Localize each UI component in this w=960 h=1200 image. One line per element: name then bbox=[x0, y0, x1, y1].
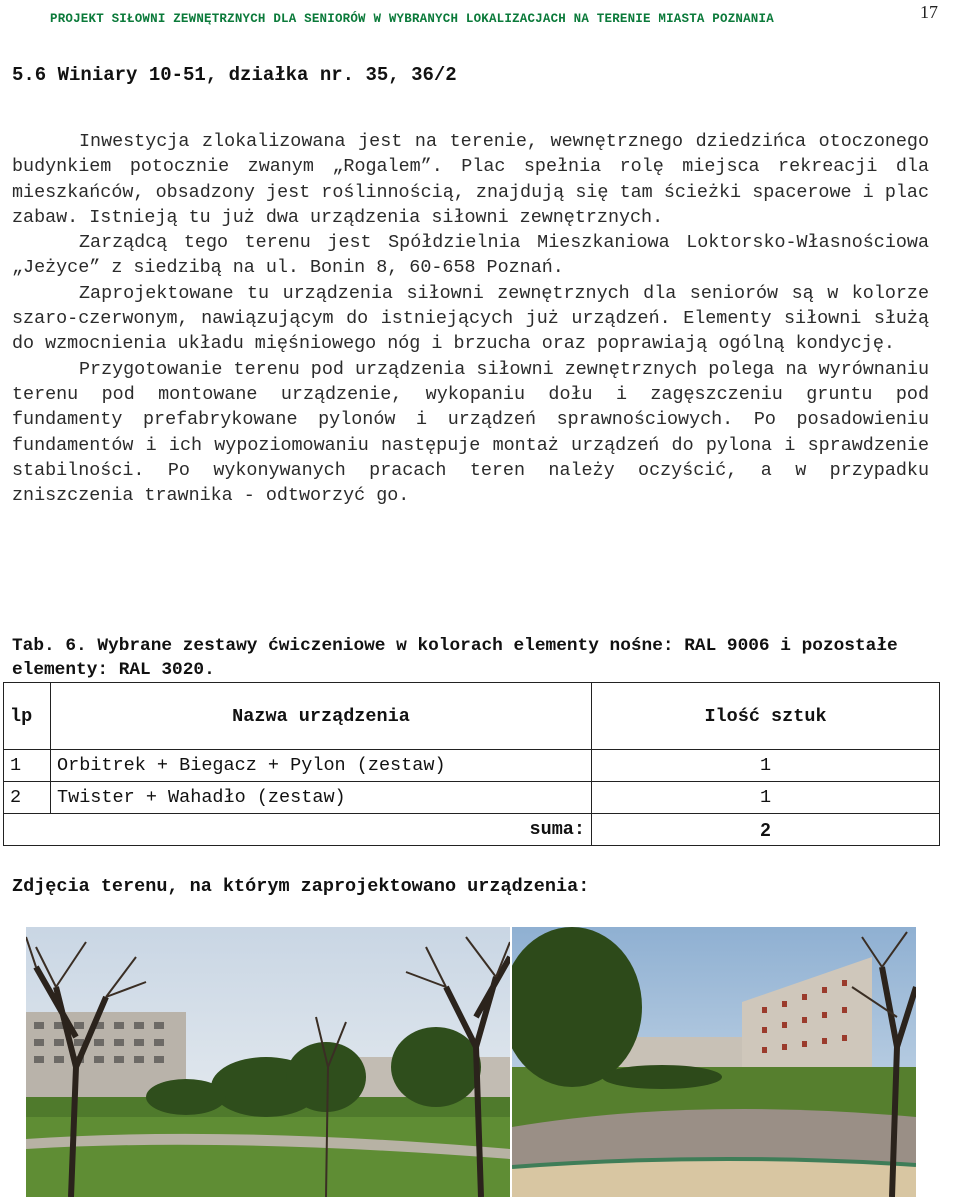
cell-name: Orbitrek + Biegacz + Pylon (zestaw) bbox=[51, 750, 592, 782]
table-header-row bbox=[4, 683, 940, 750]
table-caption: Tab. 6. Wybrane zestawy ćwiczeniowe w kolorach elementy nośne: RAL 9006 i pozostałe elementy: RAL 3020. bbox=[12, 636, 898, 680]
sum-label: suma: bbox=[4, 814, 592, 846]
cell-lp: 2 bbox=[4, 782, 51, 814]
paragraph-location: Inwestycja zlokalizowana jest na terenie, wewnętrznego dziedzińca otoczonego budynkiem potocznie zwanym „Rogalem”. Plac spełnia rolę miejsca rekreacji dla mieszkańców, obsadzony jest roślinnością, znajdują się tam ścieżki spacerowe i plac zabaw. Istnieją tu już dwa urządzenia siłowni zewnętrznych. bbox=[12, 131, 929, 228]
photos-heading: Zdjęcia terenu, na którym zaprojektowano urządzenia: bbox=[12, 876, 590, 897]
site-photo-courtyard bbox=[26, 927, 510, 1197]
body-text bbox=[12, 129, 929, 508]
page-number: 17 bbox=[920, 2, 938, 22]
cell-qty: 1 bbox=[592, 782, 940, 814]
sum-value: 2 bbox=[592, 814, 940, 846]
table-row bbox=[4, 750, 940, 782]
table-sum-row bbox=[4, 814, 940, 846]
header-lp: lp bbox=[4, 683, 51, 750]
paragraph-manager: Zarządcą tego terenu jest Spółdzielnia Mieszkaniowa Loktorsko-Własnościowa „Jeżyce” z siedzibą na ul. Bonin 8, 60-658 Poznań. bbox=[12, 232, 929, 279]
equipment-table bbox=[3, 682, 940, 846]
cell-lp: 1 bbox=[4, 750, 51, 782]
header-name: Nazwa urządzenia bbox=[51, 683, 592, 750]
paragraph-design: Zaprojektowane tu urządzenia siłowni zewnętrznych dla seniorów są w kolorze szaro-czerwonym, nawiązującym do istniejących już urządzeń. Elementy siłowni służą do wzmocnienia układu mięśniowego nóg i brzucha oraz poprawiają ogólną kondycję. bbox=[12, 282, 929, 355]
site-photo-path bbox=[512, 927, 916, 1197]
table-row bbox=[4, 782, 940, 814]
cell-qty: 1 bbox=[592, 750, 940, 782]
section-heading: 5.6 Winiary 10-51, działka nr. 35, 36/2 bbox=[12, 64, 457, 86]
running-header: PROJEKT SIŁOWNI ZEWNĘTRZNYCH DLA SENIORÓW W WYBRANYCH LOKALIZACJACH NA TERENIE MIASTA POZNANIA bbox=[50, 12, 774, 26]
paragraph-preparation: Przygotowanie terenu pod urządzenia siłowni zewnętrznych polega na wyrównaniu terenu pod montowane urządzenie, wykopaniu dołu i zagęszczeniu gruntu pod fundamenty prefabrykowane pylonów i urządzeń sprawnościowych. Po posadowieniu fundamentów i ich wypoziomowaniu następuje montaż urządzeń do pylona i sprawdzenie stabilności. Po wykonywanych pracach teren należy oczyścić, a w przypadku zniszczenia trawnika - odtworzyć go. bbox=[12, 358, 929, 507]
header-qty: Ilość sztuk bbox=[592, 683, 940, 750]
cell-name: Twister + Wahadło (zestaw) bbox=[51, 782, 592, 814]
